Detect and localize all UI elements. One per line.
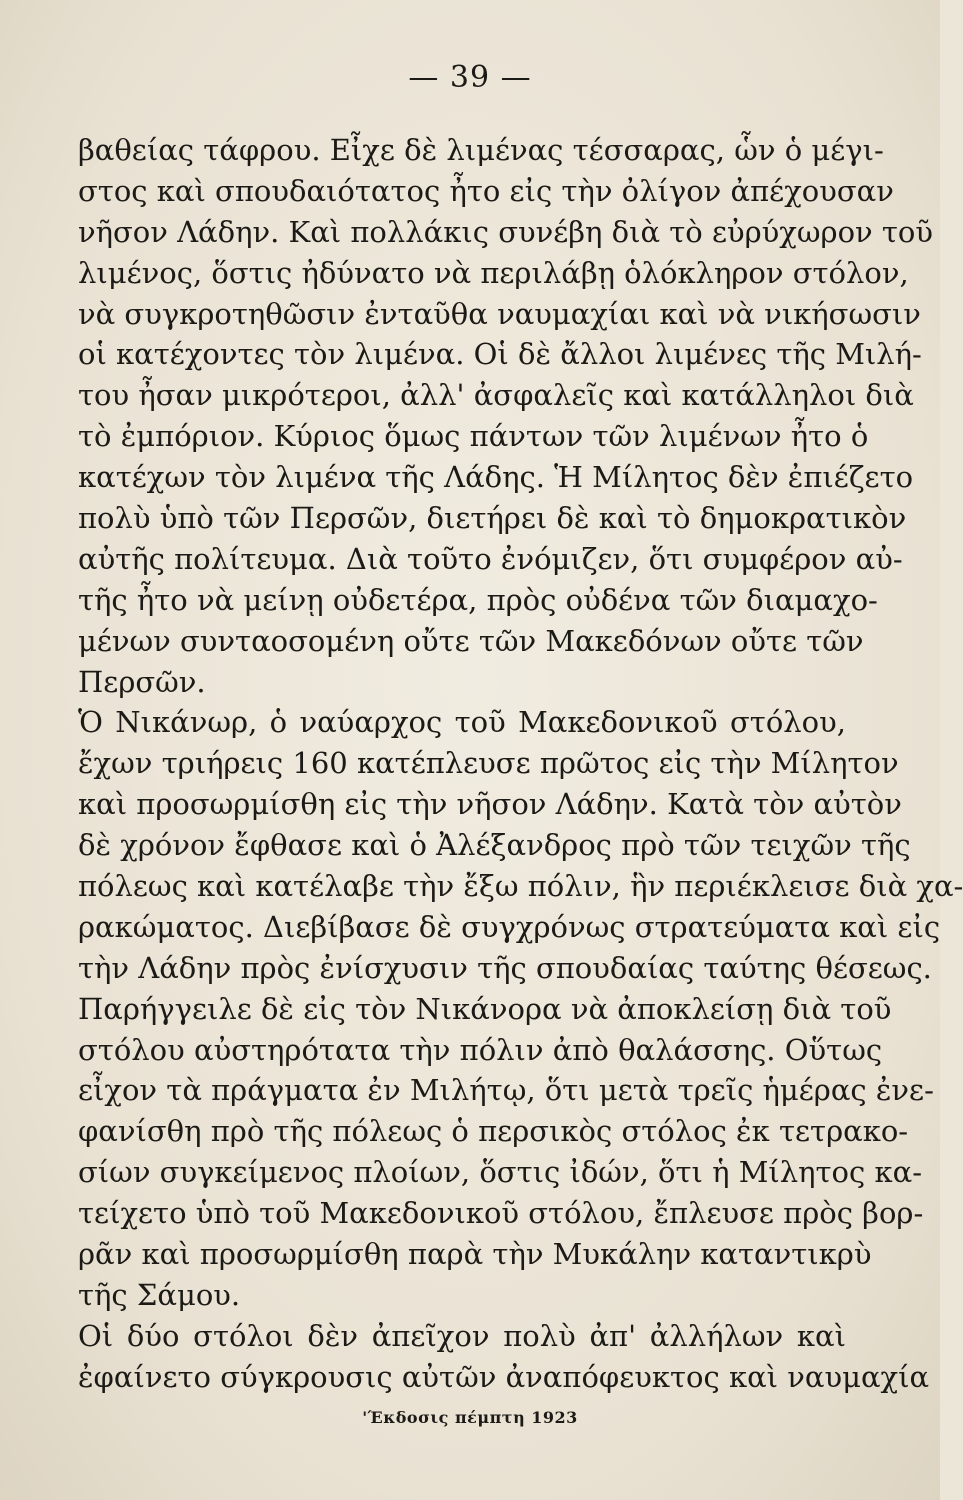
- text-line: κατέχων τὸν λιμένα τῆς Λάδης. Ἡ Μίλητος δὲν ἐπιέζετο: [78, 460, 914, 495]
- text-line: ρακώματος. Διεβίβασε δὲ συγχρόνως στρατεύματα καὶ εἰς: [78, 909, 941, 944]
- text-line: εἶχον τὰ πράγματα ἐν Μιλήτῳ, ὅτι μετὰ τρεῖς ἡμέρας ἐνε-: [78, 1073, 934, 1108]
- text-line: φανίσθη πρὸ τῆς πόλεως ὁ περσικὸς στόλος ἐκ τετρακο-: [78, 1114, 909, 1149]
- text-line: καὶ προσωρμίσθη εἰς τὴν νῆσον Λάδην. Κατὰ τὸν αὐτὸν: [78, 787, 902, 822]
- text-line: πόλεως καὶ κατέλαβε τὴν ἔξω πόλιν, ἣν περιέκλεισε διὰ χα-: [78, 869, 963, 904]
- text-line: νὰ συγκροτηθῶσιν ἐνταῦθα ναυμαχίαι καὶ νὰ νικήσωσιν: [78, 296, 921, 331]
- text-line: του ἦσαν μικρότεροι, ἀλλ' ἀσφαλεῖς καὶ κατάλληλοι διὰ: [78, 378, 914, 413]
- text-line: Περσῶν.: [78, 664, 206, 699]
- text-line: δὲ χρόνον ἔφθασε καὶ ὁ Ἀλέξανδρος πρὸ τῶν τειχῶν τῆς: [78, 828, 911, 863]
- text-line: στος καὶ σπουδαιότατος ἦτο εἰς τὴν ὀλίγον ἀπέχουσαν: [78, 173, 894, 208]
- text-line: πολὺ ὑπὸ τῶν Περσῶν, διετήρει δὲ καὶ τὸ δημοκρατικὸν: [78, 501, 907, 536]
- text-line: αὐτῆς πολίτευμα. Διὰ τοῦτο ἐνόμιζεν, ὅτι συμφέρον αὐ-: [78, 541, 903, 576]
- text-line: μένων συνταοσομένη οὔτε τῶν Μακεδόνων οὔτε τῶν: [78, 623, 864, 658]
- text-line: ἔχων τριήρεις 160 κατέπλευσε πρῶτος εἰς τὴν Μίλητον: [78, 746, 899, 781]
- text-line: τῆς ἦτο νὰ μείνῃ οὐδετέρα, πρὸς οὐδένα τῶν διαμαχο-: [78, 582, 878, 617]
- text-line: Παρήγγειλε δὲ εἰς τὸν Νικάνορα νὰ ἀποκλείσῃ διὰ τοῦ: [78, 991, 892, 1026]
- text-line: βαθείας τάφρου. Εἶχε δὲ λιμένας τέσσαρας, ὧν ὁ μέγι-: [78, 133, 884, 167]
- text-line: τὴν Λάδην πρὸς ἐνίσχυσιν τῆς σπουδαίας ταύτης θέσεως.: [78, 950, 932, 985]
- text-line: λιμένος, ὅστις ἠδύνατο νὰ περιλάβῃ ὁλόκληρον στόλον,: [78, 255, 909, 290]
- text-line: στόλου αὐστηρότατα τὴν πόλιν ἀπὸ θαλάσσης. Οὕτως: [78, 1032, 883, 1067]
- text-line: τῆς Σάμου.: [78, 1277, 241, 1312]
- body-text: [78, 130, 963, 1398]
- text-line: ρᾶν καὶ προσωρμίσθη παρὰ τὴν Μυκάλην καταντικρὺ: [78, 1237, 872, 1272]
- text-line: Ὁ Νικάνωρ, ὁ ναύαρχος τοῦ Μακεδονικοῦ στόλου,: [78, 705, 846, 740]
- text-line: οἱ κατέχοντες τὸν λιμένα. Οἱ δὲ ἄλλοι λιμένες τῆς Μιλή-: [78, 337, 922, 372]
- text-line: ἐφαίνετο σύγκρουσις αὐτῶν ἀναπόφευκτος καὶ ναυμαχία: [78, 1359, 930, 1394]
- page-number: — 39 —: [408, 60, 532, 95]
- text-line: τείχετο ὑπὸ τοῦ Μακεδονικοῦ στόλου, ἔπλευσε πρὸς βορ-: [78, 1196, 924, 1231]
- text-line: Οἱ δύο στόλοι δὲν ἀπεῖχον πολὺ ἀπ' ἀλλήλων καὶ: [78, 1318, 846, 1353]
- edition-footer: 'Έκδοσις πέμπτη 1923: [362, 1408, 578, 1427]
- text-line: σίων συγκείμενος πλοίων, ὅστις ἰδών, ὅτι ἡ Μίλητος κα-: [78, 1155, 922, 1190]
- text-line: νῆσον Λάδην. Καὶ πολλάκις συνέβη διὰ τὸ εὐρύχωρον τοῦ: [78, 214, 934, 249]
- text-line: τὸ ἐμπόριον. Κύριος ὅμως πάντων τῶν λιμένων ἦτο ὁ: [78, 419, 869, 454]
